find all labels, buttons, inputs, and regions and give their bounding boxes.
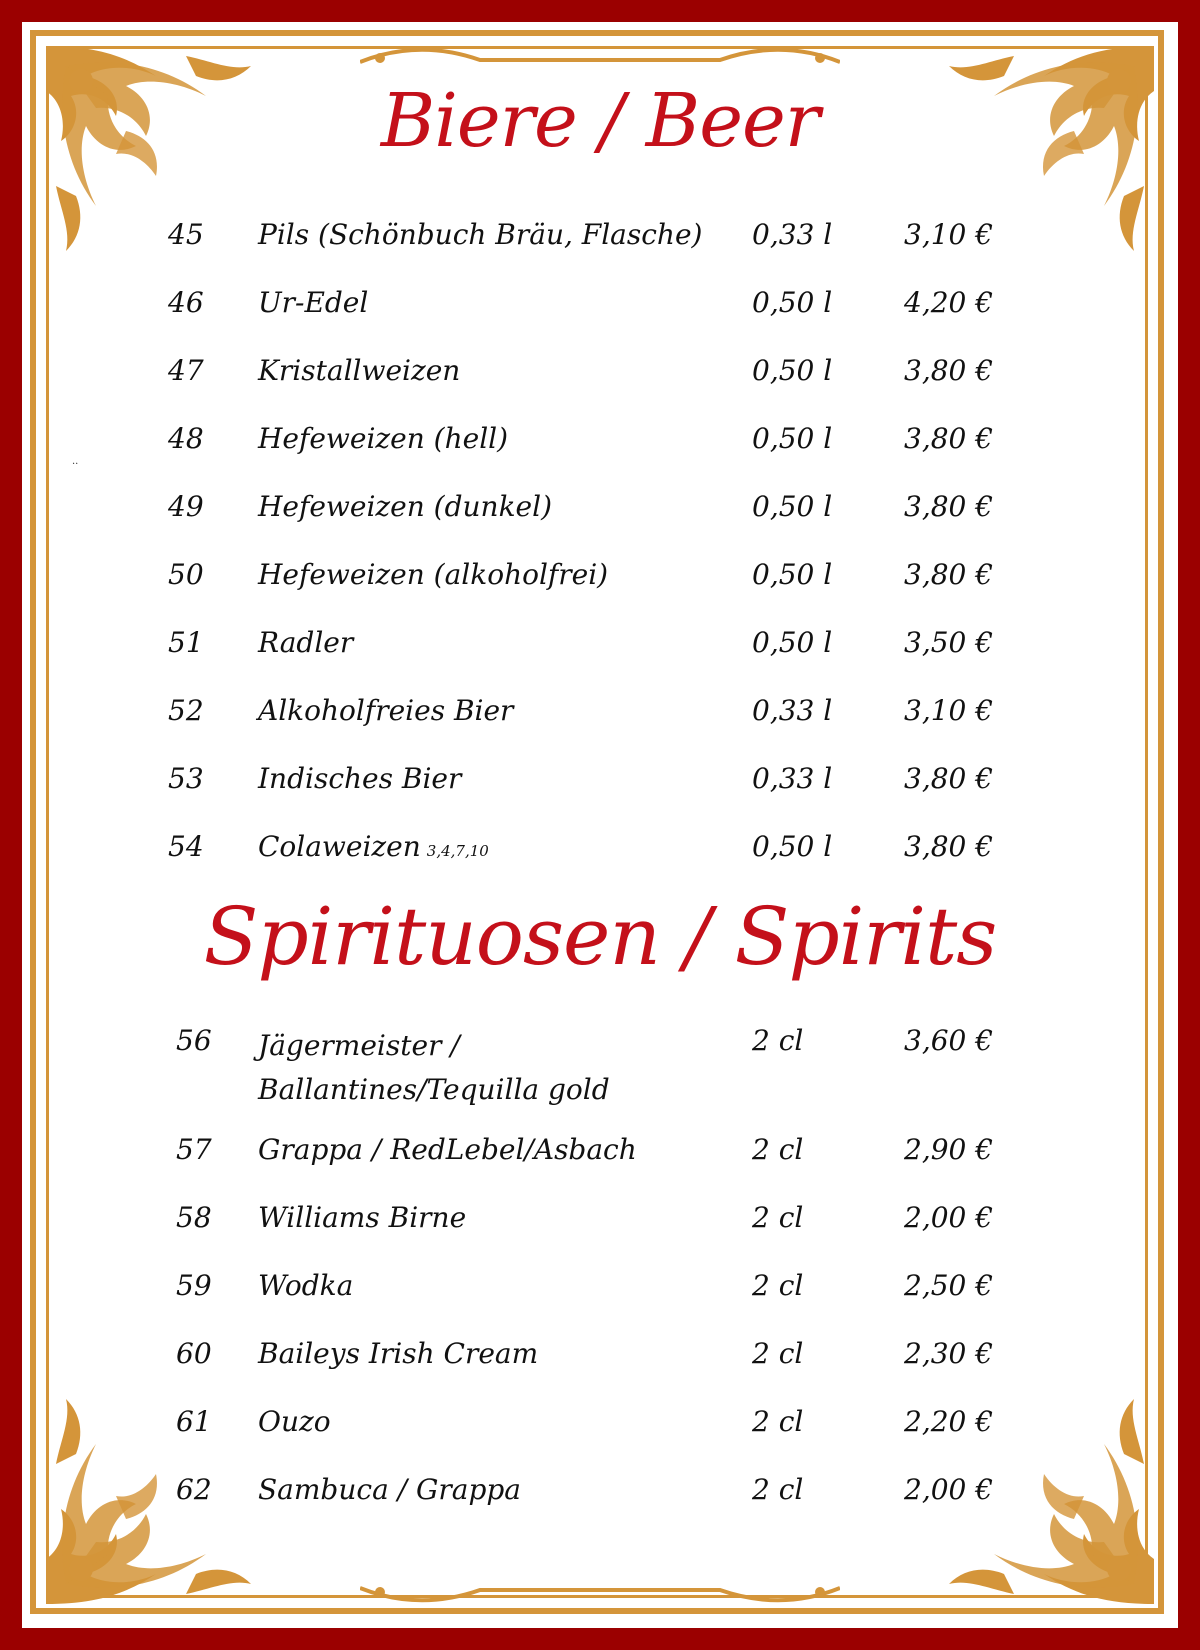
item-name-text: Colaweizen xyxy=(258,830,421,863)
item-price: 3,80 € xyxy=(904,354,994,387)
item-name: Jägermeister / Ballantines/Tequilla gold xyxy=(258,1029,610,1106)
item-price: 4,20 € xyxy=(904,286,994,319)
item-name: Hefeweizen (dunkel) xyxy=(258,490,552,523)
item-price: 3,60 € xyxy=(904,1024,994,1057)
top-flourish-icon xyxy=(360,44,840,74)
item-volume: 2 cl xyxy=(752,1133,804,1166)
item-number: 57 xyxy=(176,1133,212,1166)
item-name: Kristallweizen xyxy=(258,354,461,387)
item-name: Hefeweizen (hell) xyxy=(258,422,509,455)
item-volume: 0,50 l xyxy=(752,490,833,523)
item-number: 56 xyxy=(176,1024,212,1057)
item-number: 47 xyxy=(168,354,204,387)
item-price: 3,80 € xyxy=(904,558,994,591)
item-price: 2,90 € xyxy=(904,1133,994,1166)
item-volume: 2 cl xyxy=(752,1024,804,1057)
menu-row xyxy=(0,694,1200,738)
menu-row xyxy=(0,558,1200,602)
item-price: 3,10 € xyxy=(904,694,994,727)
beer-section-title: Biere / Beer xyxy=(380,78,820,164)
item-price: 3,10 € xyxy=(904,218,994,251)
spirits-section-title: Spirituosen / Spirits xyxy=(203,890,997,983)
item-number: 46 xyxy=(168,286,204,319)
item-volume: 2 cl xyxy=(752,1337,804,1370)
allergen-codes: 3,4,7,10 xyxy=(426,842,489,860)
item-price: 2,00 € xyxy=(904,1201,994,1234)
item-volume: 0,50 l xyxy=(752,626,833,659)
item-number: 50 xyxy=(168,558,204,591)
item-price: 3,80 € xyxy=(904,762,994,795)
menu-row xyxy=(0,422,1200,466)
item-name: Ur-Edel xyxy=(258,286,369,319)
item-price: 3,50 € xyxy=(904,626,994,659)
item-price: 2,20 € xyxy=(904,1405,994,1438)
item-name: Grappa / RedLebel/Asbach xyxy=(258,1133,637,1166)
item-volume: 2 cl xyxy=(752,1473,804,1506)
item-price: 2,30 € xyxy=(904,1337,994,1370)
item-number: 45 xyxy=(168,218,204,251)
menu-row xyxy=(0,1201,1200,1245)
menu-row xyxy=(0,1024,1200,1112)
menu-row xyxy=(0,1405,1200,1449)
item-price: 3,80 € xyxy=(904,422,994,455)
item-volume: 0,50 l xyxy=(752,422,833,455)
item-number: 58 xyxy=(176,1201,212,1234)
item-name: Ouzo xyxy=(258,1405,331,1438)
item-volume: 2 cl xyxy=(752,1201,804,1234)
item-number: 62 xyxy=(176,1473,212,1506)
item-volume: 0,33 l xyxy=(752,762,833,795)
item-name xyxy=(258,830,489,863)
menu-row xyxy=(0,1337,1200,1381)
menu-row xyxy=(0,490,1200,534)
item-number: 54 xyxy=(168,830,204,863)
item-name: Radler xyxy=(258,626,354,659)
menu-row xyxy=(0,830,1200,874)
item-volume: 0,50 l xyxy=(752,558,833,591)
item-number: 59 xyxy=(176,1269,212,1302)
menu-row xyxy=(0,626,1200,670)
item-number: 52 xyxy=(168,694,204,727)
menu-row xyxy=(0,286,1200,330)
menu-row xyxy=(0,354,1200,398)
item-volume: 2 cl xyxy=(752,1405,804,1438)
item-name: Baileys Irish Cream xyxy=(258,1337,539,1370)
item-volume: 0,33 l xyxy=(752,694,833,727)
menu-row xyxy=(0,1133,1200,1177)
item-price: 3,80 € xyxy=(904,830,994,863)
item-name: Alkoholfreies Bier xyxy=(258,694,514,727)
item-name: Williams Birne xyxy=(258,1201,467,1234)
item-volume: 0,50 l xyxy=(752,354,833,387)
item-volume: 0,50 l xyxy=(752,286,833,319)
stray-mark: .. xyxy=(72,456,79,467)
item-number: 49 xyxy=(168,490,204,523)
item-volume: 0,50 l xyxy=(752,830,833,863)
item-number: 51 xyxy=(168,626,204,659)
item-volume: 2 cl xyxy=(752,1269,804,1302)
item-number: 53 xyxy=(168,762,204,795)
item-name: Wodka xyxy=(258,1269,354,1302)
item-price: 3,80 € xyxy=(904,490,994,523)
item-number: 61 xyxy=(176,1405,212,1438)
item-price: 2,50 € xyxy=(904,1269,994,1302)
item-name: Indisches Bier xyxy=(258,762,462,795)
menu-row xyxy=(0,218,1200,262)
item-name: Hefeweizen (alkoholfrei) xyxy=(258,558,609,591)
item-number: 48 xyxy=(168,422,204,455)
item-number: 60 xyxy=(176,1337,212,1370)
menu-row xyxy=(0,1269,1200,1313)
bottom-flourish-icon xyxy=(360,1576,840,1606)
item-name: Sambuca / Grappa xyxy=(258,1473,521,1506)
item-name: Pils (Schönbuch Bräu, Flasche) xyxy=(258,218,703,251)
menu-row xyxy=(0,762,1200,806)
menu-row xyxy=(0,1473,1200,1517)
item-price: 2,00 € xyxy=(904,1473,994,1506)
item-volume: 0,33 l xyxy=(752,218,833,251)
